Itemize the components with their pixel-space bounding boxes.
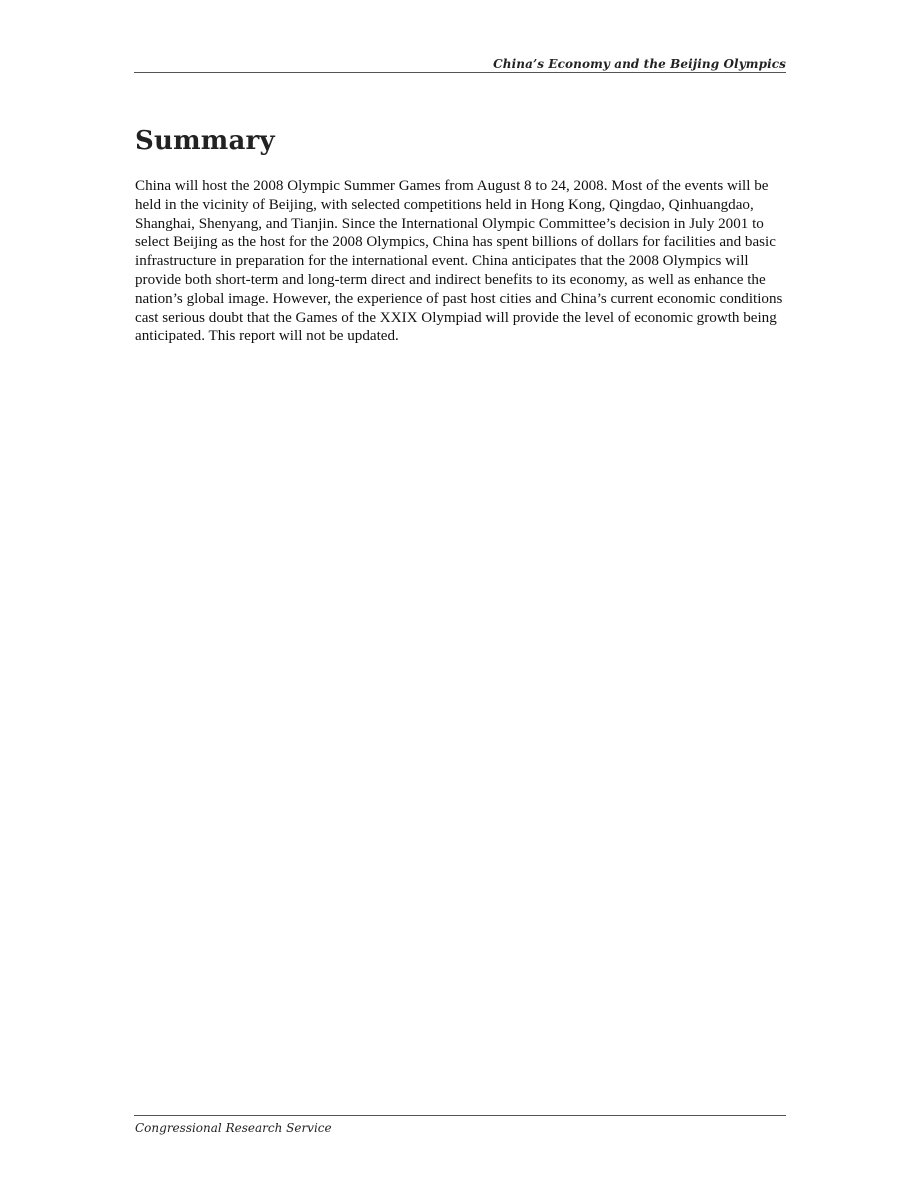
footer-divider — [134, 1115, 786, 1116]
footer-publisher: Congressional Research Service — [135, 1121, 332, 1135]
running-header-title: China’s Economy and the Beijing Olympics — [493, 57, 786, 71]
header-divider — [134, 72, 786, 73]
summary-paragraph: China will host the 2008 Olympic Summer Games from August 8 to 24, 2008. Most of the events will be held in the vicinity of Beijing, with selected competitions held in Hong Kong, Qingdao, Qinhuangdao, Shanghai, Shenyang, and Tianjin. Since the International Olympic Committee’s decision in July 2001 to select Beijing as the host for the 2008 Olympics, China has spent billions of dollars for facilities and basic infrastructure in preparation for the international event. China anticipates that the 2008 Olympics will provide both short-term and long-term direct and indirect benefits to its economy, as well as enhance the nation’s global image. However, the experience of past host cities and China’s current economic conditions cast serious doubt that the Games of the XXIX Olympiad will provide the level of economic growth being anticipated. This report will not be updated. — [135, 178, 783, 345]
summary-heading: Summary — [135, 126, 275, 156]
